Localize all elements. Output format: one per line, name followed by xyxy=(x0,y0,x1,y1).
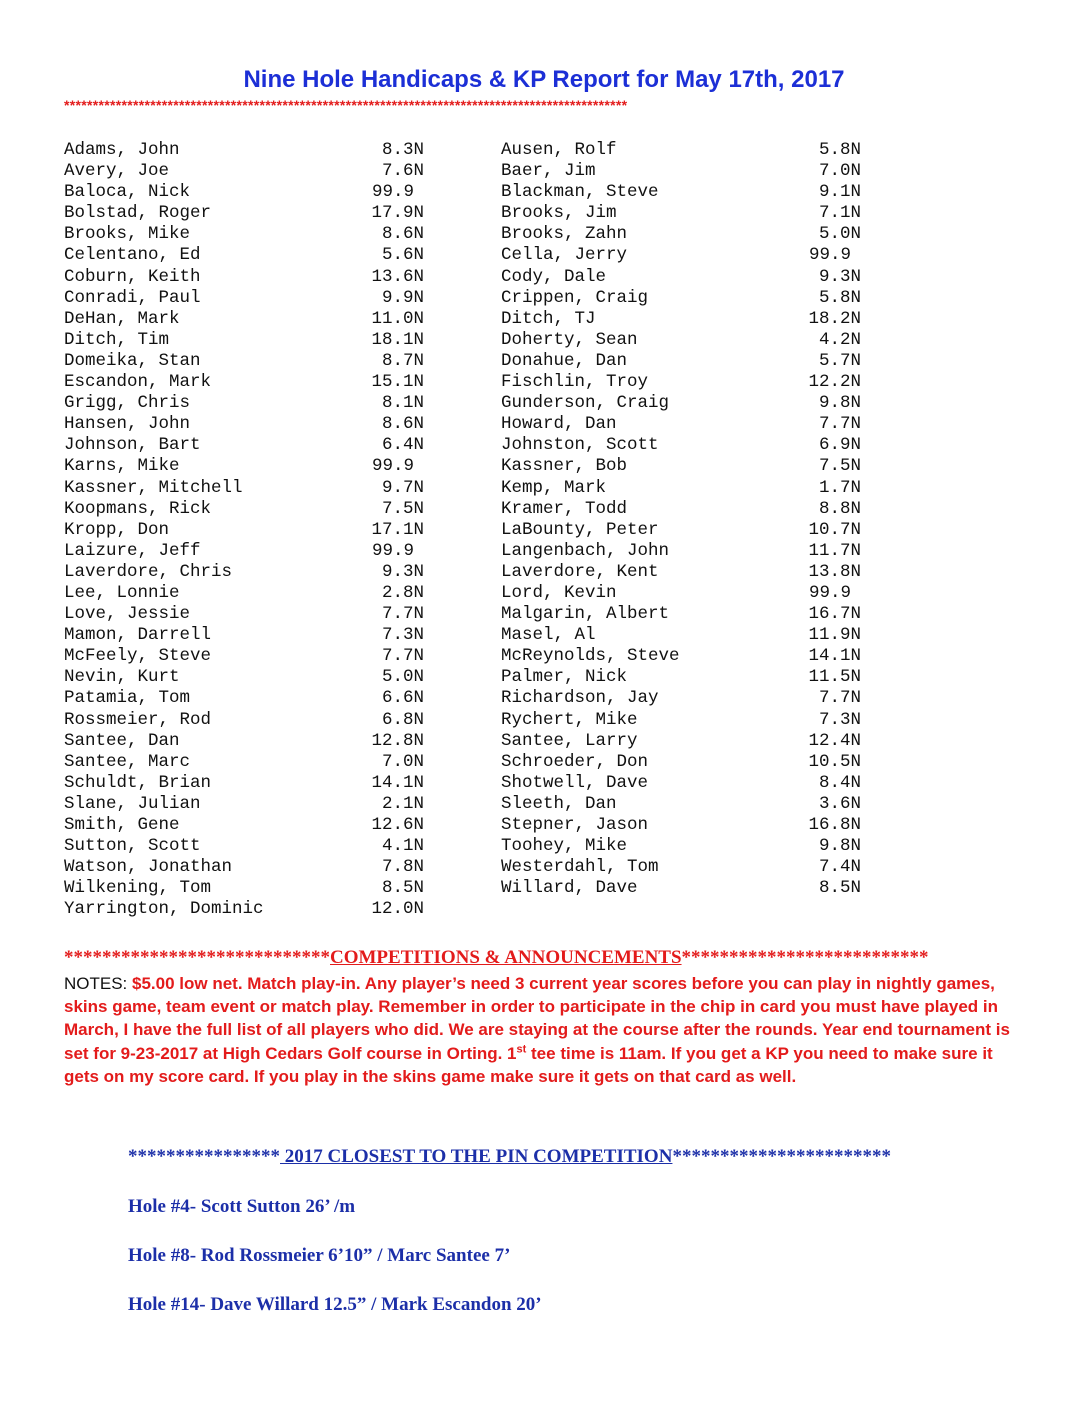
handicap-row xyxy=(501,667,881,688)
player-name: McFeely, Steve xyxy=(64,646,212,667)
competitions-header xyxy=(64,947,1024,969)
handicap-row xyxy=(64,710,444,731)
player-name: Donahue, Dan xyxy=(501,350,628,371)
handicap-row xyxy=(64,752,444,773)
player-name: Blackman, Steve xyxy=(501,182,659,203)
handicap-row xyxy=(501,351,881,372)
player-handicap: 1.7N xyxy=(818,477,861,498)
handicap-row xyxy=(64,351,444,372)
handicap-row xyxy=(64,203,444,224)
handicap-row xyxy=(64,604,444,625)
handicap-row xyxy=(64,414,444,435)
competitions-heading: COMPETITIONS & ANNOUNCEMENTS xyxy=(330,947,682,968)
player-handicap: 11.7N xyxy=(808,540,861,561)
player-handicap: 13.6N xyxy=(371,266,424,287)
player-name: Johnson, Bart xyxy=(64,435,201,456)
player-name: Crippen, Craig xyxy=(501,287,649,308)
handicap-row xyxy=(64,499,444,520)
player-name: Laverdore, Kent xyxy=(501,561,659,582)
player-name: Schuldt, Brian xyxy=(64,772,212,793)
handicap-row xyxy=(501,456,881,477)
handicap-row xyxy=(501,562,881,583)
handicap-row xyxy=(64,245,444,266)
player-handicap: 10.5N xyxy=(808,751,861,772)
player-name: Love, Jessie xyxy=(64,604,191,625)
player-name: Wilkening, Tom xyxy=(64,878,212,899)
competitions-prefix: **************************** xyxy=(64,947,330,968)
handicap-row xyxy=(501,836,881,857)
handicap-row xyxy=(501,330,881,351)
announcements-notes xyxy=(64,972,1024,1088)
player-handicap: 5.0N xyxy=(818,224,861,245)
handicap-row xyxy=(64,857,444,878)
player-name: Hansen, John xyxy=(64,414,191,435)
player-handicap: 17.9N xyxy=(371,203,424,224)
player-handicap: 2.1N xyxy=(381,793,424,814)
player-handicap: 7.6N xyxy=(381,161,424,182)
handicap-row xyxy=(501,435,881,456)
handicap-row xyxy=(64,731,444,752)
handicap-row xyxy=(64,435,444,456)
player-handicap: 7.7N xyxy=(381,646,424,667)
player-name: Brooks, Mike xyxy=(64,224,191,245)
handicap-row xyxy=(64,140,444,161)
report-title: Nine Hole Handicaps & KP Report for May 17th, 2017 xyxy=(243,66,845,93)
player-name: Celentano, Ed xyxy=(64,245,201,266)
handicap-row xyxy=(64,372,444,393)
player-name: Nevin, Kurt xyxy=(64,667,180,688)
player-handicap: 16.7N xyxy=(808,604,861,625)
handicap-row xyxy=(501,203,881,224)
player-handicap: 9.8N xyxy=(818,393,861,414)
kp-suffix: *********************** xyxy=(672,1146,891,1167)
player-handicap: 2.8N xyxy=(381,582,424,603)
player-handicap: 99.9 xyxy=(371,456,414,477)
player-handicap: 12.4N xyxy=(808,730,861,751)
handicap-row xyxy=(501,794,881,815)
player-handicap: 17.1N xyxy=(371,519,424,540)
player-handicap: 9.8N xyxy=(818,836,861,857)
player-handicap: 14.1N xyxy=(808,646,861,667)
handicap-row xyxy=(501,752,881,773)
player-handicap: 7.0N xyxy=(818,161,861,182)
player-name: Sutton, Scott xyxy=(64,836,201,857)
player-handicap: 8.4N xyxy=(818,772,861,793)
player-name: Cody, Dale xyxy=(501,266,607,287)
handicap-row xyxy=(501,731,881,752)
player-name: Slane, Julian xyxy=(64,793,201,814)
player-handicap: 16.8N xyxy=(808,815,861,835)
player-name: Brooks, Zahn xyxy=(501,224,628,245)
handicap-row xyxy=(64,478,444,499)
player-handicap: 8.7N xyxy=(381,350,424,371)
player-name: Kropp, Don xyxy=(64,519,170,540)
player-handicap: 18.1N xyxy=(371,329,424,350)
player-name: Fischlin, Troy xyxy=(501,372,649,393)
player-handicap: 7.3N xyxy=(381,625,424,646)
handicap-row xyxy=(64,794,444,815)
handicap-row xyxy=(64,625,444,646)
handicap-row xyxy=(501,161,881,182)
player-name: Smith, Gene xyxy=(64,815,180,835)
player-name: Ditch, TJ xyxy=(501,308,596,329)
player-name: Ditch, Tim xyxy=(64,329,170,350)
player-name: Kramer, Todd xyxy=(501,498,628,519)
handicap-row xyxy=(64,583,444,604)
player-name: Karns, Mike xyxy=(64,456,180,477)
kp-hole-8: Hole #8- Rod Rossmeier 6’10” / Marc Santee 7’ xyxy=(128,1245,511,1266)
handicap-row xyxy=(501,414,881,435)
handicap-row xyxy=(64,562,444,583)
handicap-row xyxy=(501,857,881,878)
player-handicap: 6.6N xyxy=(381,688,424,709)
player-handicap: 5.6N xyxy=(381,245,424,266)
kp-heading: 2017 CLOSEST TO THE PIN COMPETITION xyxy=(280,1146,673,1167)
handicap-row xyxy=(501,625,881,646)
player-handicap: 7.1N xyxy=(818,203,861,224)
player-name: Gunderson, Craig xyxy=(501,393,670,414)
player-name: DeHan, Mark xyxy=(64,308,180,329)
player-handicap: 8.8N xyxy=(818,498,861,519)
player-handicap: 9.1N xyxy=(818,182,861,203)
player-name: Shotwell, Dave xyxy=(501,772,649,793)
handicap-row xyxy=(501,583,881,604)
player-handicap: 7.7N xyxy=(818,688,861,709)
handicap-row xyxy=(501,688,881,709)
handicap-row xyxy=(64,520,444,541)
player-handicap: 5.7N xyxy=(818,350,861,371)
player-name: Kassner, Bob xyxy=(501,456,628,477)
handicap-row xyxy=(501,478,881,499)
player-name: Escandon, Mark xyxy=(64,372,212,393)
handicap-row xyxy=(64,878,444,899)
player-name: Watson, Jonathan xyxy=(64,857,233,878)
notes-text-1: $5.00 low net. Match play-in. Any player’s need 3 current year scores before you can play in nightly games, skins game, team event or match play. Remember in order to participate in the chip in card you must have played in March, I have the full list of all players who did. We are staying at the course after the rounds. Year end tournament is set for 9-23-2017 at High Cedars Golf course in Orting. 1 xyxy=(64,974,1010,1063)
handicap-row xyxy=(64,899,444,920)
handicap-row xyxy=(501,815,881,836)
player-handicap: 6.9N xyxy=(818,435,861,456)
player-handicap: 99.9 xyxy=(808,582,851,603)
player-name: Rossmeier, Rod xyxy=(64,709,212,730)
player-handicap: 10.7N xyxy=(808,519,861,540)
player-handicap: 14.1N xyxy=(371,772,424,793)
handicap-row xyxy=(501,224,881,245)
player-name: Kassner, Mitchell xyxy=(64,477,243,498)
handicap-row xyxy=(501,604,881,625)
player-name: Lord, Kevin xyxy=(501,582,617,603)
handicap-row xyxy=(64,541,444,562)
player-name: Lee, Lonnie xyxy=(64,582,180,603)
handicap-column-right xyxy=(501,140,881,899)
player-name: Sleeth, Dan xyxy=(501,793,617,814)
player-name: Bolstad, Roger xyxy=(64,203,212,224)
player-name: Masel, Al xyxy=(501,625,596,646)
handicap-row xyxy=(501,372,881,393)
player-name: Santee, Dan xyxy=(64,730,180,751)
player-handicap: 12.8N xyxy=(371,730,424,751)
handicap-row xyxy=(501,140,881,161)
handicap-row xyxy=(64,330,444,351)
player-handicap: 9.9N xyxy=(381,287,424,308)
player-handicap: 6.8N xyxy=(381,709,424,730)
player-handicap: 15.1N xyxy=(371,372,424,393)
handicap-row xyxy=(64,456,444,477)
handicap-row xyxy=(501,878,881,899)
player-handicap: 4.2N xyxy=(818,329,861,350)
player-name: Kemp, Mark xyxy=(501,477,607,498)
player-name: Koopmans, Rick xyxy=(64,498,212,519)
handicap-row xyxy=(501,267,881,288)
player-name: LaBounty, Peter xyxy=(501,519,659,540)
player-name: Santee, Larry xyxy=(501,730,638,751)
handicap-row xyxy=(501,773,881,794)
player-handicap: 7.7N xyxy=(818,414,861,435)
player-name: Cella, Jerry xyxy=(501,245,628,266)
player-handicap: 99.9 xyxy=(371,182,414,203)
player-name: Mamon, Darrell xyxy=(64,625,212,646)
player-handicap: 13.8N xyxy=(808,561,861,582)
player-handicap: 9.3N xyxy=(818,266,861,287)
player-handicap: 6.4N xyxy=(381,435,424,456)
competitions-suffix: ************************** xyxy=(681,947,929,968)
player-name: Baloca, Nick xyxy=(64,182,191,203)
player-name: Coburn, Keith xyxy=(64,266,201,287)
player-handicap: 7.0N xyxy=(381,751,424,772)
player-handicap: 11.0N xyxy=(371,308,424,329)
handicap-row xyxy=(64,688,444,709)
player-name: Stepner, Jason xyxy=(501,815,649,835)
handicap-row xyxy=(501,520,881,541)
handicap-row xyxy=(64,161,444,182)
player-handicap: 7.7N xyxy=(381,604,424,625)
handicap-row xyxy=(64,836,444,857)
player-name: Rychert, Mike xyxy=(501,709,638,730)
player-handicap: 7.4N xyxy=(818,857,861,878)
title-rule: ************************************************************************************************** xyxy=(64,97,628,113)
player-handicap: 12.0N xyxy=(371,899,424,920)
player-handicap: 8.5N xyxy=(818,878,861,899)
handicap-row xyxy=(501,309,881,330)
player-handicap: 8.3N xyxy=(381,140,424,160)
handicap-row xyxy=(501,393,881,414)
player-name: Palmer, Nick xyxy=(501,667,628,688)
player-handicap: 9.7N xyxy=(381,477,424,498)
player-name: Grigg, Chris xyxy=(64,393,191,414)
player-name: Avery, Joe xyxy=(64,161,170,182)
player-name: Patamia, Tom xyxy=(64,688,191,709)
player-handicap: 99.9 xyxy=(808,245,851,266)
kp-prefix: **************** xyxy=(128,1146,280,1167)
handicap-row xyxy=(501,646,881,667)
handicap-row xyxy=(64,773,444,794)
player-name: Willard, Dave xyxy=(501,878,638,899)
player-name: Howard, Dan xyxy=(501,414,617,435)
handicap-row xyxy=(501,182,881,203)
player-handicap: 12.2N xyxy=(808,372,861,393)
player-handicap: 9.3N xyxy=(381,561,424,582)
player-name: Baer, Jim xyxy=(501,161,596,182)
player-handicap: 18.2N xyxy=(808,308,861,329)
player-handicap: 99.9 xyxy=(371,540,414,561)
player-name: Schroeder, Don xyxy=(501,751,649,772)
player-name: Laverdore, Chris xyxy=(64,561,233,582)
notes-label: NOTES: xyxy=(64,974,128,993)
player-name: Adams, John xyxy=(64,140,180,160)
player-name: Westerdahl, Tom xyxy=(501,857,659,878)
player-handicap: 7.3N xyxy=(818,709,861,730)
handicap-row xyxy=(64,815,444,836)
player-name: Richardson, Jay xyxy=(501,688,659,709)
handicap-row xyxy=(64,182,444,203)
player-handicap: 11.5N xyxy=(808,667,861,688)
player-handicap: 8.1N xyxy=(381,393,424,414)
player-name: Ausen, Rolf xyxy=(501,140,617,160)
handicap-row xyxy=(501,288,881,309)
player-handicap: 5.0N xyxy=(381,667,424,688)
handicap-row xyxy=(64,309,444,330)
kp-hole-14: Hole #14- Dave Willard 12.5” / Mark Escandon 20’ xyxy=(128,1294,542,1315)
player-handicap: 3.6N xyxy=(818,793,861,814)
player-name: Toohey, Mike xyxy=(501,836,628,857)
player-name: Malgarin, Albert xyxy=(501,604,670,625)
player-handicap: 8.6N xyxy=(381,414,424,435)
handicap-row xyxy=(501,541,881,562)
handicap-row xyxy=(64,288,444,309)
player-name: McReynolds, Steve xyxy=(501,646,680,667)
handicap-row xyxy=(501,710,881,731)
player-name: Doherty, Sean xyxy=(501,329,638,350)
handicap-row xyxy=(64,393,444,414)
player-handicap: 5.8N xyxy=(818,287,861,308)
player-handicap: 4.1N xyxy=(381,836,424,857)
handicap-column-left xyxy=(64,140,444,920)
player-handicap: 5.8N xyxy=(818,140,861,160)
player-name: Langenbach, John xyxy=(501,540,670,561)
player-handicap: 7.5N xyxy=(381,498,424,519)
handicap-row xyxy=(501,245,881,266)
player-handicap: 7.8N xyxy=(381,857,424,878)
handicap-row xyxy=(64,267,444,288)
player-name: Laizure, Jeff xyxy=(64,540,201,561)
player-name: Conradi, Paul xyxy=(64,287,201,308)
player-name: Domeika, Stan xyxy=(64,350,201,371)
player-handicap: 11.9N xyxy=(808,625,861,646)
player-handicap: 8.5N xyxy=(381,878,424,899)
player-name: Santee, Marc xyxy=(64,751,191,772)
player-handicap: 8.6N xyxy=(381,224,424,245)
kp-hole-4: Hole #4- Scott Sutton 26’ /m xyxy=(128,1196,356,1217)
player-handicap: 7.5N xyxy=(818,456,861,477)
handicap-row xyxy=(64,224,444,245)
player-name: Brooks, Jim xyxy=(501,203,617,224)
handicap-row xyxy=(64,646,444,667)
player-name: Johnston, Scott xyxy=(501,435,659,456)
notes-text-2: tee time is 11am. If you get a KP you need to make sure it gets on my score card. If you play in the skins game make sure it gets on that card as well. xyxy=(64,1043,993,1086)
handicap-row xyxy=(501,499,881,520)
player-name: Yarrington, Dominic xyxy=(64,899,264,920)
notes-superscript: st xyxy=(516,1042,527,1055)
kp-header xyxy=(128,1146,1028,1168)
player-handicap: 12.6N xyxy=(371,815,424,835)
handicap-row xyxy=(64,667,444,688)
